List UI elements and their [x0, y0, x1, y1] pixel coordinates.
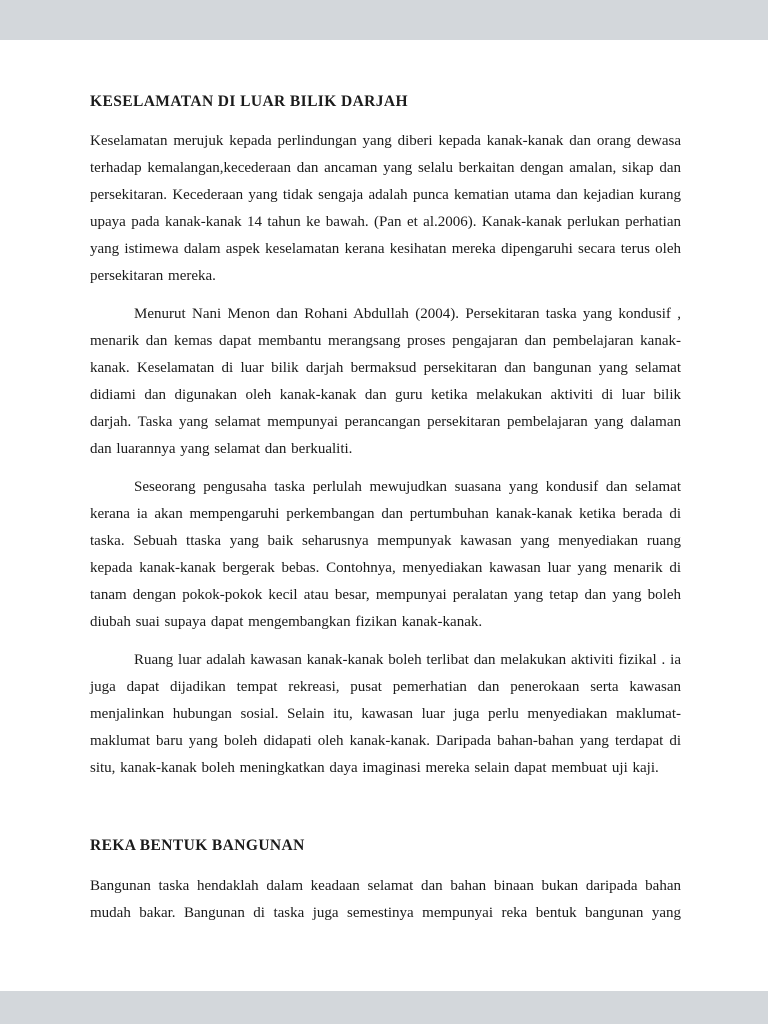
paragraph-keselamatan-1: Keselamatan merujuk kepada perlindungan yang diberi kepada kanak-kanak dan orang dewasa terhadap kemalangan,kecederaan dan ancaman yang selalu berkaitan dengan amalan, sikap dan persekitaran. Kecederaan yang tidak sengaja adalah punca kematian utama dan kejadian kurang upaya pada kanak-kanak 14 tahun ke bawah. (Pan et al.2006). Kanak-kanak perlukan perhatian yang istimewa dalam aspek keselamatan kerana kesihatan mereka dipengaruhi secara terus oleh persekitaran mereka.	[90, 133, 681, 284]
page-gap-bottom	[0, 991, 768, 1024]
heading-reka-bentuk-bangunan: REKA BENTUK BANGUNAN	[90, 837, 305, 854]
heading-keselamatan-di-luar-bilik-darjah: KESELAMATAN DI LUAR BILIK DARJAH	[90, 93, 408, 110]
paragraph-reka-bentuk-1: Bangunan taska hendaklah dalam keadaan selamat dan bahan binaan bukan daripada bahan mudah bakar. Bangunan di taska juga semestinya mempunyai reka bentuk bangunan yang	[90, 878, 681, 921]
paragraph-keselamatan-3: Seseorang pengusaha taska perlulah mewujudkan suasana yang kondusif dan selamat kerana ia akan mempengaruhi perkembangan dan pertumbuhan kanak-kanak ketika berada di taska. Sebuah ttaska yang baik seharusnya mempunyak kawasan yang menyediakan ruang kepada kanak-kanak bergerak bebas. Contohnya, menyediakan kawasan luar yang menarik di tanam dengan pokok-pokok kecil atau besar, mempunyai peralatan yang tetap dan yang boleh diubah suai supaya dapat mengembangkan fizikan kanak-kanak.	[90, 479, 681, 630]
page-gap-top	[0, 0, 768, 40]
paragraph-keselamatan-2: Menurut Nani Menon dan Rohani Abdullah (2004). Persekitaran taska yang kondusif , menarik dan kemas dapat membantu merangsang proses pengajaran dan pembelajaran kanak-kanak. Keselamatan di luar bilik darjah bermaksud persekitaran dan bangunan yang selamat didiami dan digunakan oleh kanak-kanak dan guru ketika melakukan aktiviti di luar bilik darjah. Taska yang selamat mempunyai perancangan persekitaran pembelajaran yang dalaman dan luarannya yang selamat dan berkualiti.	[90, 306, 681, 457]
document-page	[0, 40, 768, 991]
paragraph-keselamatan-4: Ruang luar adalah kawasan kanak-kanak boleh terlibat dan melakukan aktiviti fizikal . ia juga dapat dijadikan tempat rekreasi, pusat pemerhatian dan penerokaan serta kawasan menjalinkan hubungan sosial. Selain itu, kawasan luar juga perlu menyediakan maklumat-maklumat baru yang boleh didapati oleh kanak-kanak. Daripada bahan-bahan yang terdapat di situ, kanak-kanak boleh meningkatkan daya imaginasi mereka selain dapat membuat uji kaji.	[90, 652, 681, 776]
